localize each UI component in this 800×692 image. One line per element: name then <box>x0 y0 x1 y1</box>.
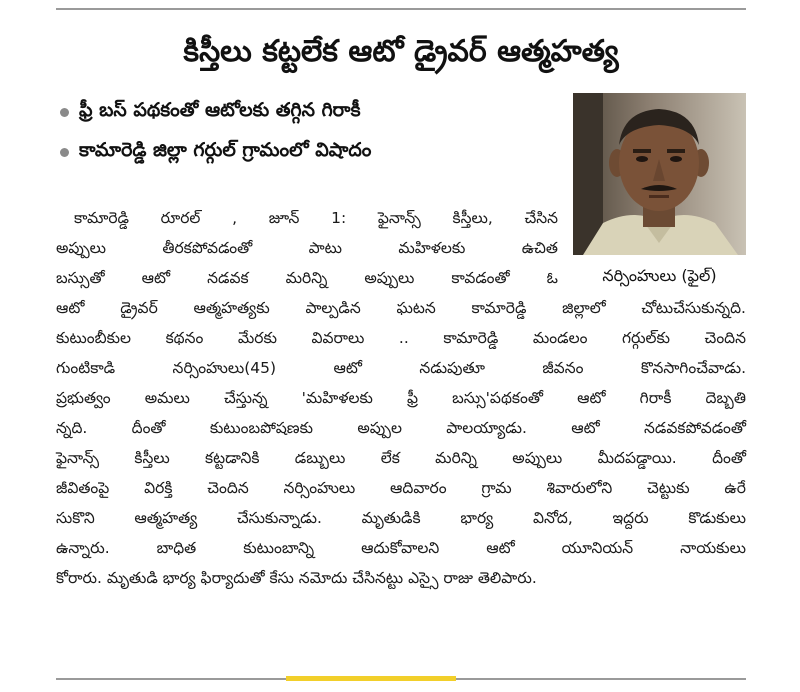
body-line: కుటుంబీకుల కథనం మేరకు వివరాలు .. కామారెడ్డి మండలం గర్గుల్‌కు చెందిన <box>56 329 746 347</box>
body-line: బస్సుతో ఆటో నడవక మరిన్ని అప్పులు కావడంతో ఓ <box>56 269 558 287</box>
body-line: అప్పులు తీరకపోవడంతో పాటు మహిళలకు ఉచిత <box>56 239 558 257</box>
body-line: ఉన్నారు. బాధిత కుటుంబాన్ని ఆదుకోవాలని ఆటో యూనియన్ నాయకులు <box>56 539 746 557</box>
body-line: ఫైనాన్స్ కిస్తీలు కట్టడానికి డబ్బులు లేక మరిన్ని అప్పులు మీదపడ్డాయి. దీంతో <box>56 449 746 467</box>
headline: కిస్తీలు కట్టలేక ఆటో డ్రైవర్ ఆత్మహత్య <box>183 34 619 69</box>
body-line: కోరారు. మృతుడి భార్య ఫిర్యాదుతో కేసు నమోదు చేసినట్టు ఎస్సై రాజు తెలిపారు. <box>56 569 537 587</box>
bullet-text: కామారెడ్డి జిల్లా గర్గుల్ గ్రామంలో విషాదం <box>79 138 372 161</box>
portrait-image <box>573 93 746 255</box>
photo-caption: నర్సింహులు (ఫైల్) <box>602 266 717 285</box>
bullet-item <box>60 132 560 172</box>
body-line: కామారెడ్డి రూరల్ , జూన్ 1: ఫైనాన్స్ కిస్తీలు, చేసిన <box>74 209 558 227</box>
top-rule <box>56 8 746 10</box>
bullet-dot-icon <box>60 108 69 117</box>
body-line: ఆటో డ్రైవర్ ఆత్మహత్యకు పాల్పడిన ఘటన కామారెడ్డి జిల్లాలో చోటుచేసుకున్నది. <box>56 299 746 317</box>
bullet-dot-icon <box>60 148 69 157</box>
body-line: సుకొని ఆత్మహత్య చేసుకున్నాడు. మృతుడికి భార్య వినోద, ఇద్దరు కొడుకులు <box>56 509 746 527</box>
bullet-item <box>60 92 560 132</box>
body-line: న్నది. దీంతో కుటుంబపోషణకు అప్పుల పాలయ్యాడు. ఆటో నడవకపోవడంతో <box>56 419 746 437</box>
body-line: జీవితంపై విరక్తి చెందిన నర్సింహులు ఆదివారం గ్రామ శివారులోని చెట్టుకు ఉరే <box>56 479 746 497</box>
body-line: గుంటికాడి నర్సింహులు(45) ఆటో నడుపుతూ జీవనం కొనసాగించేవాడు. <box>56 359 746 377</box>
bullet-list <box>60 92 560 172</box>
bullet-text: ఫ్రీ బస్ పథకంతో ఆటోలకు తగ్గిన గిరాకీ <box>79 98 361 121</box>
bottom-accent-bar <box>286 676 456 681</box>
portrait-photo <box>573 93 746 255</box>
body-line: ప్రభుత్వం అమలు చేస్తున్న 'మహిళలకు ఫ్రీ బస్సు'పథకంతో ఆటో గిరాకీ దెబ్బతి <box>56 389 746 407</box>
